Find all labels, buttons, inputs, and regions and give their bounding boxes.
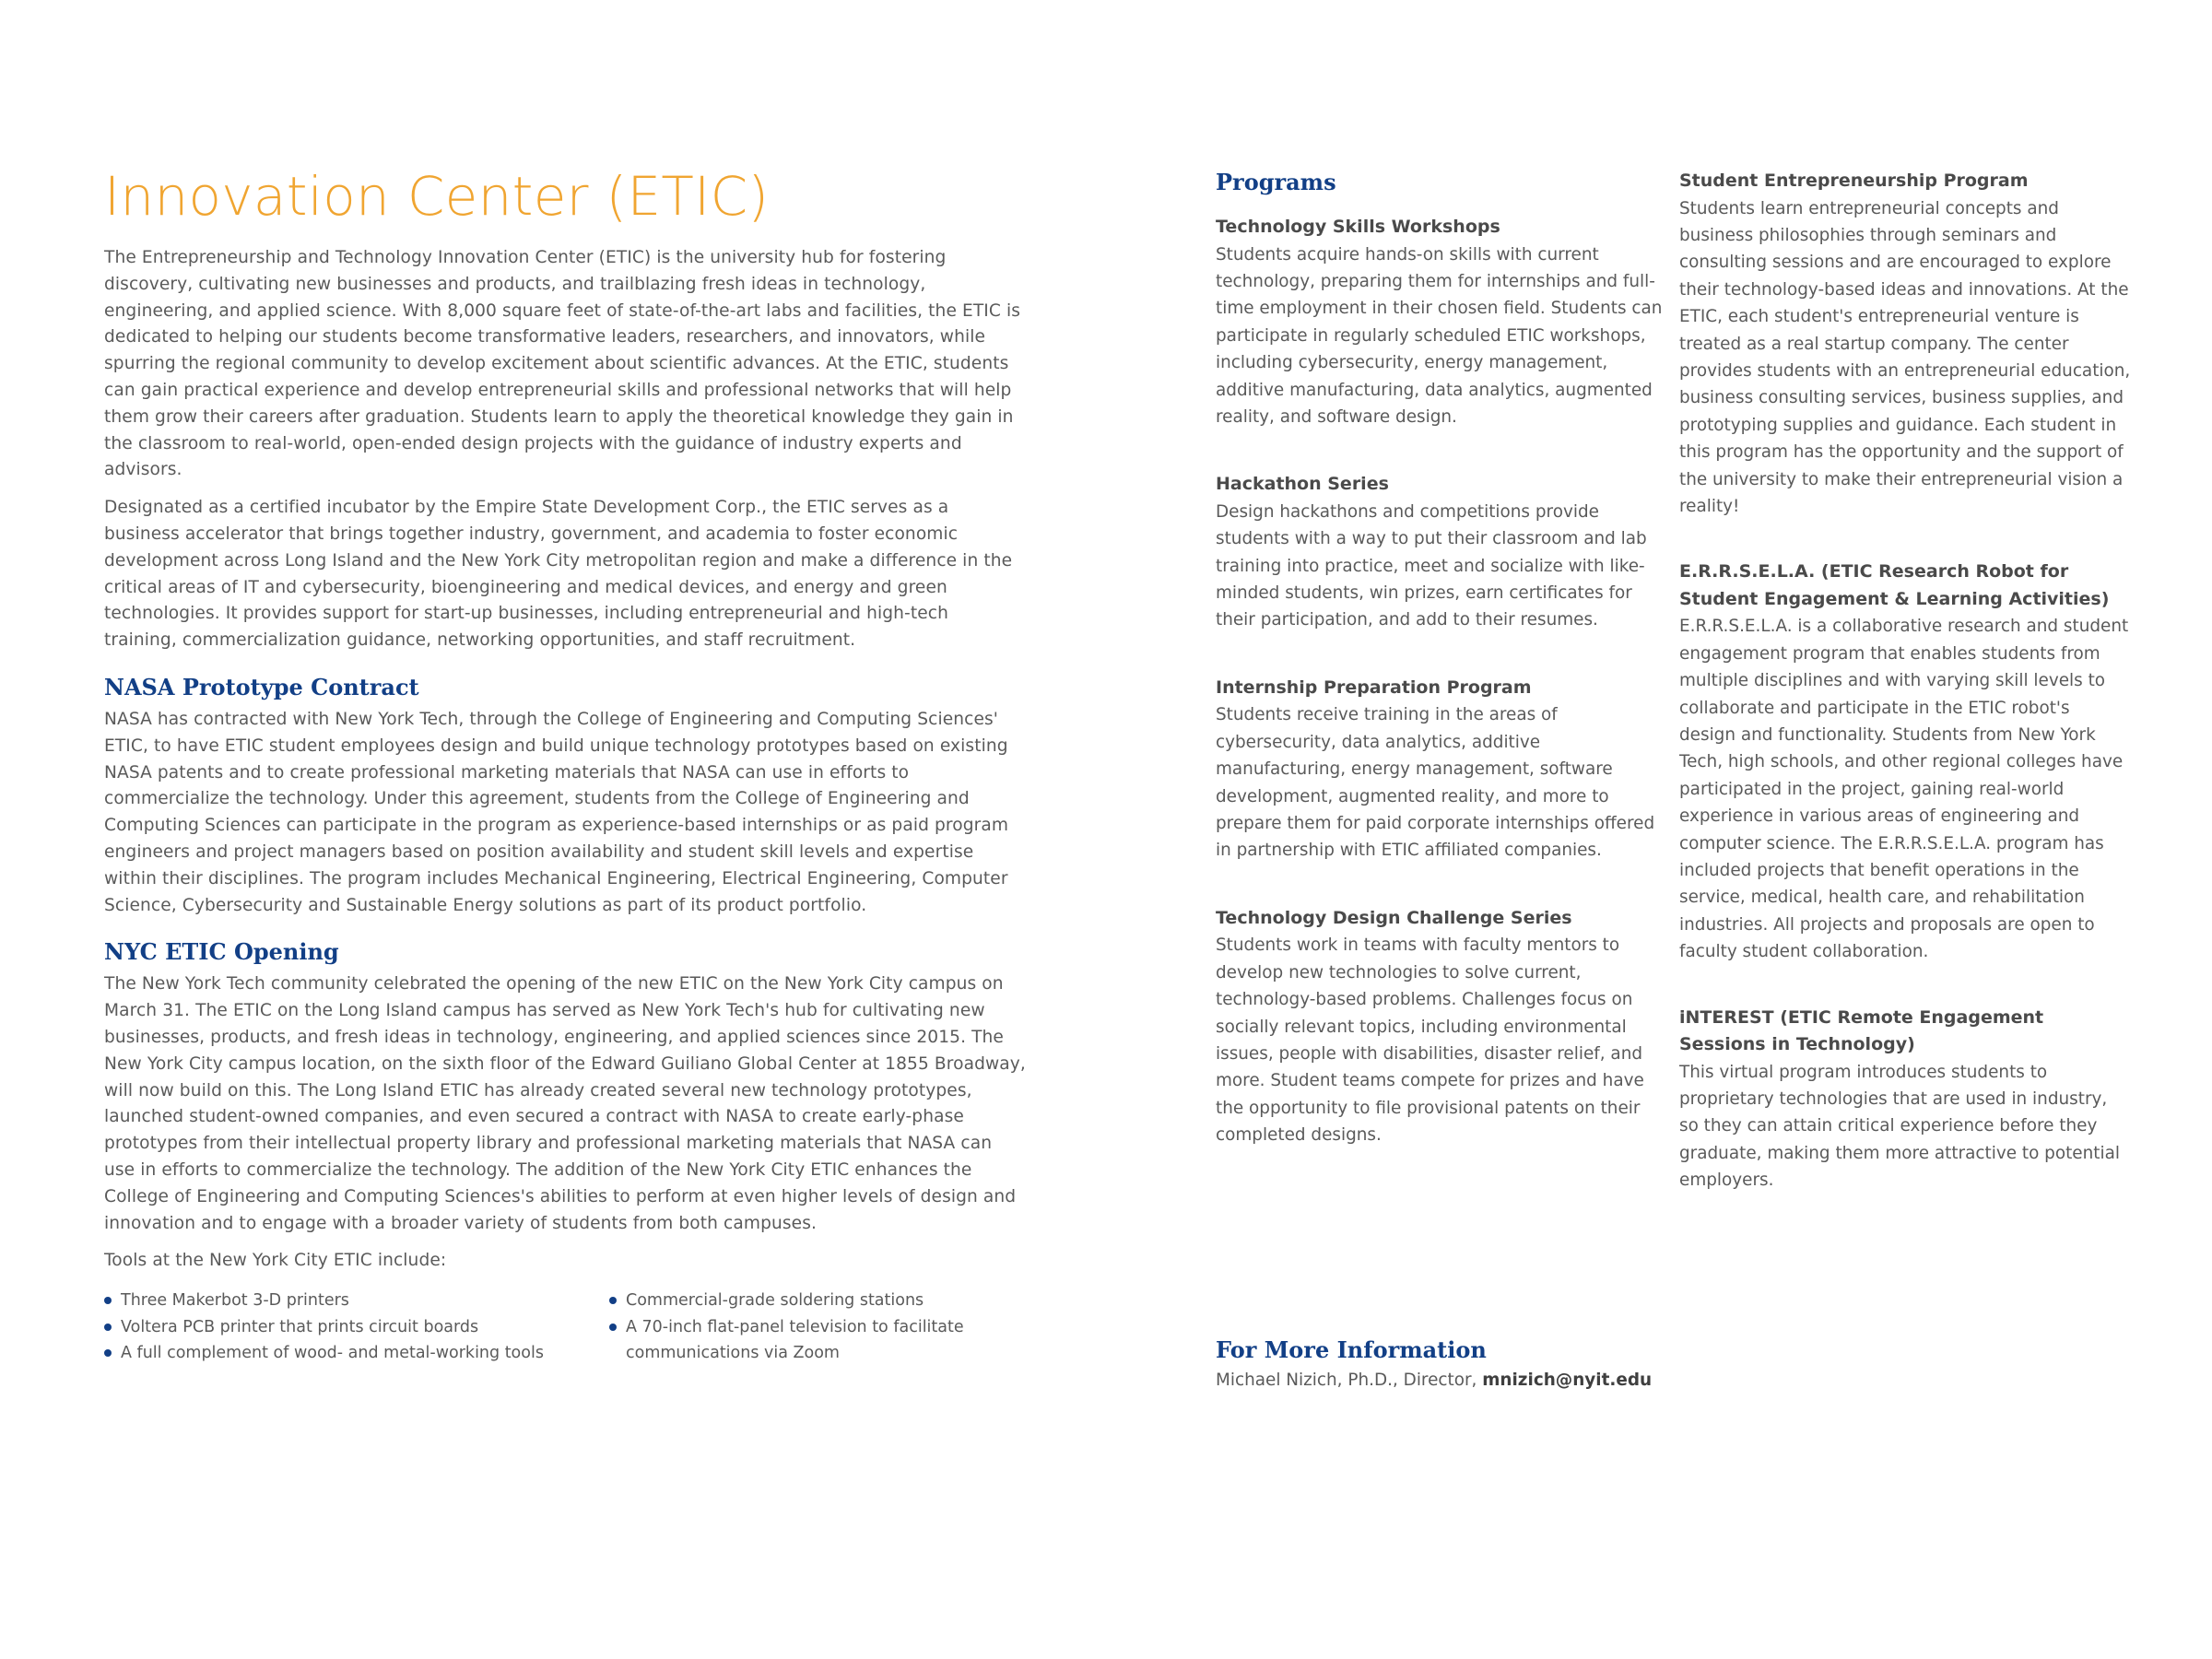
program-text: Students receive training in the areas of cybersecurity, data analytics, additive manufacturing, energy management, software development, augmented reality, and more to prepare them for paid corporate internships offered in partnership with ETIC affiliated companies.	[1216, 705, 1655, 861]
contact-name: Michael Nizich, Ph.D., Director,	[1216, 1371, 1477, 1390]
bullet-icon	[104, 1297, 112, 1304]
nasa-paragraph: NASA has contracted with New York Tech, through the College of Engineering and Computing Sciences' ETIC, to have ETIC student employees design and build unique technology prototypes based on existing NASA patents and to create professional marketing materials that NASA can use in efforts to commercialize the technology. Under this agreement, students from the College of Engineering and Computing Sciences can participate in the program as experience-based internships or as paid program engineers and project managers based on position availability and student skill levels and expertise within their disciplines. The program includes Mechanical Engineering, Electrical Engineering, Computer Science, Cybersecurity and Sustainable Energy solutions as part of its product portfolio.	[104, 709, 1009, 915]
program-title: iNTEREST (ETIC Remote Engagement Sessions in Technology)	[1679, 1006, 2044, 1055]
program-internship-preparation	[1216, 675, 1667, 865]
program-text: Students work in teams with faculty mentors to develop new technologies to solve current, technology-based problems. Challenges focus on socially relevant topics, including environmental issues, people with disabilities, disaster relief, and more. Student teams compete for prizes and have the opportunity to file provisional patents on their completed designs.	[1216, 935, 1644, 1146]
tools-list	[104, 1288, 1026, 1367]
nasa-heading: NASA Prototype Contract	[104, 673, 419, 700]
tool-label: Voltera PCB printer that prints circuit boards	[121, 1317, 479, 1336]
program-technology-design-challenge	[1216, 905, 1667, 1149]
list-item	[609, 1314, 1026, 1367]
program-title: Student Entrepreneurship Program	[1679, 171, 2029, 191]
intro-paragraph-1: The Entrepreneurship and Technology Innovation Center (ETIC) is the university hub for fostering discovery, cultivating new businesses and products, and trailblazing fresh ideas in technology, engineering, and applied science. With 8,000 square feet of state-of-the-art labs and facilities, the ETIC is dedicated to helping our students become transformative leaders, researchers, and innovators, while spurring the regional community to develop excitement about scientific advances. At the ETIC, students can gain practical experience and develop entrepreneurial skills and professional networks that will help them grow their careers after graduation. Students learn to apply the theoretical knowledge they gain in the classroom to real-world, open-ended design projects with the guidance of industry experts and advisors.	[104, 248, 1021, 480]
program-text: E.R.R.S.E.L.A. is a collaborative research and student engagement program that enables students from multiple disciplines and with varying skill levels to collaborate and participate in the ETIC robot's design and functionality. Students from New York Tech, high schools, and other regional colleges have participated in the project, gaining real-world experience in various areas of engineering and computer science. The E.R.R.S.E.L.A. program has included projects that benefit operations in the service, medical, health care, and rehabilitation industries. All projects and proposals are open to faculty student collaboration.	[1679, 617, 2129, 962]
contact-email-link[interactable]: mnizich@nyit.edu	[1482, 1371, 1653, 1390]
tools-list-left	[104, 1288, 609, 1367]
bullet-icon	[609, 1297, 617, 1304]
nyc-heading: NYC ETIC Opening	[104, 938, 339, 966]
program-technology-skills-workshops	[1216, 214, 1667, 430]
more-info-heading: For More Information	[1216, 1336, 1487, 1363]
programs-column-right	[1679, 168, 2131, 1235]
left-column	[104, 164, 1026, 1367]
program-interest	[1679, 1005, 2131, 1194]
more-info-section	[1216, 1335, 1695, 1394]
bullet-icon	[609, 1324, 617, 1331]
tools-intro: Tools at the New York City ETIC include:	[104, 1251, 447, 1271]
programs-heading: Programs	[1216, 169, 1336, 195]
nyc-paragraph: The New York Tech community celebrated the opening of the new ETIC on the New York City campus on March 31. The ETIC on the Long Island campus has served as New York Tech's hub for cultivating new businesses, products, and fresh ideas in technology, engineering, and applied sciences since 2015. The New York City campus location, on the sixth floor of the Edward Guiliano Global Center at 1855 Broadway, will now build on this. The Long Island ETIC has already created several new technology prototypes, launched student-owned companies, and even secured a contract with NASA to create early-phase prototypes from their intellectual property library and professional marketing materials that NASA can use in efforts to commercialize the technology. The addition of the New York City ETIC enhances the College of Engineering and Computing Sciences's abilities to perform at even higher levels of design and innovation and to engage with a broader variety of students from both campuses.	[104, 974, 1026, 1233]
page-title: Innovation Center (ETIC)	[104, 165, 770, 228]
list-item	[104, 1314, 609, 1341]
program-student-entrepreneurship	[1679, 168, 2131, 520]
contact-line	[1216, 1367, 1695, 1394]
program-title: Technology Design Challenge Series	[1216, 907, 1572, 928]
bullet-icon	[104, 1324, 112, 1331]
tool-label: Commercial-grade soldering stations	[626, 1291, 924, 1311]
list-item	[609, 1288, 1026, 1314]
tool-label: A full complement of wood- and metal-working tools	[121, 1344, 544, 1363]
list-item	[104, 1340, 609, 1367]
program-title: Technology Skills Workshops	[1216, 217, 1500, 237]
program-title: E.R.R.S.E.L.A. (ETIC Research Robot for Student Engagement & Learning Activities)	[1679, 561, 2110, 609]
program-hackathon-series	[1216, 471, 1667, 634]
tool-label: A 70-inch flat-panel television to facilitate communications via Zoom	[626, 1317, 964, 1363]
program-title: Internship Preparation Program	[1216, 677, 1532, 698]
tools-list-right	[609, 1288, 1026, 1367]
program-errsela	[1679, 559, 2131, 965]
programs-column-left	[1216, 168, 1667, 1390]
program-text: Design hackathons and competitions provide students with a way to put their classroom and lab training into practice, meet and socialize with like-minded students, win prizes, earn certificates for their participation, and add to their resumes.	[1216, 501, 1647, 630]
program-title: Hackathon Series	[1216, 474, 1389, 495]
program-text: Students learn entrepreneurial concepts and business philosophies through seminars and consulting sessions and are encouraged to explore their technology-based ideas and innovations. At the ETIC, each student's entrepreneurial venture is treated as a real startup company. The center provides students with an entrepreneurial education, business consulting services, business supplies, and prototyping supplies and guidance. Each student in this program has the opportunity and the support of the university to make their entrepreneurial vision a reality!	[1679, 198, 2131, 516]
intro-paragraph-2: Designated as a certified incubator by the Empire State Development Corp., the ETIC serves as a business accelerator that brings together industry, government, and academia to foster economic development across Long Island and the New York City metropolitan region and make a difference in the critical areas of IT and cybersecurity, bioengineering and medical devices, and energy and green technologies. It provides support for start-up businesses, including entrepreneurial and high-tech training, commercialization guidance, networking opportunities, and staff recruitment.	[104, 498, 1013, 651]
program-text: This virtual program introduces students to proprietary technologies that are used in industry, so they can attain critical experience before they graduate, making them more attractive to potential employers.	[1679, 1062, 2120, 1191]
list-item	[104, 1288, 609, 1314]
bullet-icon	[104, 1349, 112, 1357]
program-text: Students acquire hands-on skills with current technology, preparing them for internships and full-time employment in their chosen field. Students can participate in regularly scheduled ETIC workshops, including cybersecurity, energy management, additive manufacturing, data analytics, augmented reality, and software design.	[1216, 244, 1663, 427]
tool-label: Three Makerbot 3-D printers	[121, 1291, 349, 1311]
